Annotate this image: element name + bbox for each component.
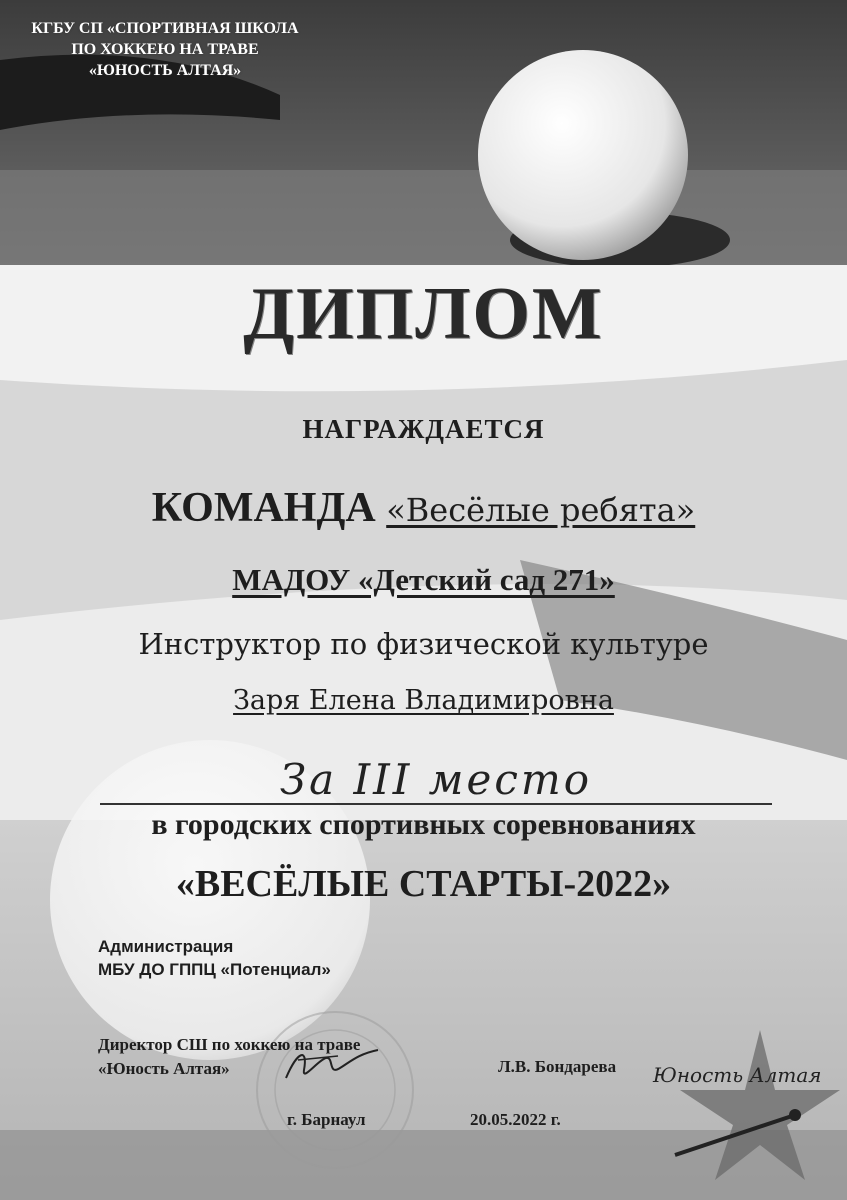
team-name: «Весёлые ребята» <box>386 491 696 529</box>
team-label: КОМАНДА <box>151 485 376 531</box>
institution-name: МАДОУ «Детский сад 271» <box>232 562 615 597</box>
city: г. Барнаул <box>287 1110 366 1129</box>
place-handwritten: За III место <box>280 755 592 804</box>
awarded-heading: НАГРАЖДАЕТСЯ <box>302 414 545 444</box>
stamp-seal <box>250 1005 420 1175</box>
administration-line-2: МБУ ДО ГППЦ «Потенциал» <box>98 960 331 979</box>
instructor-position: Инструктор по физической культуре <box>138 627 709 661</box>
instructor-name: Заря Елена Владимировна <box>233 685 614 716</box>
director-line-1: Директор СШ по хоккею на траве <box>98 1035 361 1054</box>
date: 20.05.2022 г. <box>470 1110 561 1129</box>
event-name: «ВЕСЁЛЫЕ СТАРТЫ-2022» <box>175 863 672 905</box>
yunost-altaya-logo <box>645 1020 845 1180</box>
administration-line-1: Администрация <box>98 937 234 956</box>
organization-line-2: ПО ХОККЕЮ НА ТРАВЕ <box>71 41 259 58</box>
organization-line-1: КГБУ СП «СПОРТИВНАЯ ШКОЛА <box>31 20 299 37</box>
signature <box>278 1040 388 1090</box>
administration-block <box>98 935 331 981</box>
organization-header <box>0 18 330 81</box>
diploma-title: ДИПЛОМ <box>243 273 604 355</box>
organization-line-3: «ЮНОСТЬ АЛТАЯ» <box>88 62 242 79</box>
team-line <box>0 484 847 532</box>
director-line-2: «Юность Алтая» <box>98 1059 230 1078</box>
logo-text: Юность Алтая <box>653 1063 822 1087</box>
signer-name: Л.В. Бондарева <box>498 1057 617 1076</box>
competition-text: в городских спортивных соревнованиях <box>151 808 696 841</box>
place-line <box>100 755 772 805</box>
